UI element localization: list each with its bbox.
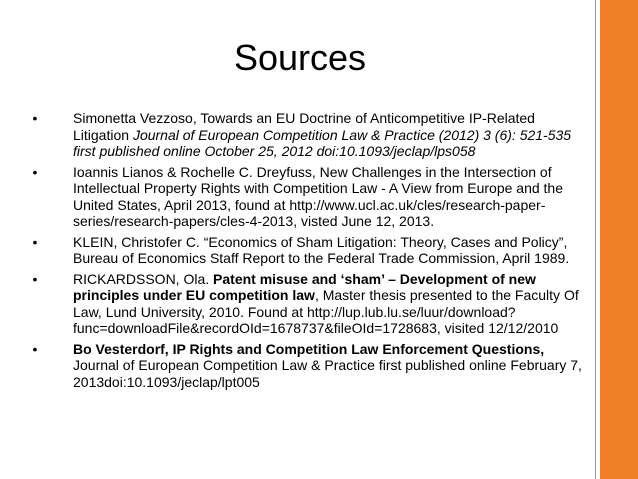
- source-item-vezzoso: [28, 110, 588, 160]
- source-text: KLEIN, Christofer C. “Economics of Sham Litigation: Theory, Cases and Policy”, Bureau of Economics Staff Report to the Federal Trade Commission, April 1989.: [73, 233, 570, 266]
- bullet-icon: •: [32, 340, 38, 357]
- source-title: Patent misuse and ‘sham’ – Development of new principles under EU competition law: [73, 270, 536, 303]
- source-author: RICKARDSSON, Ola.: [73, 270, 214, 287]
- sources-list: [28, 110, 588, 394]
- source-title: Bo Vesterdorf, IP Rights and Competition Law Enforcement Questions,: [73, 340, 545, 357]
- source-item-lianos: [28, 164, 588, 230]
- source-item-klein: [28, 234, 588, 267]
- source-item-vesterdorf: [28, 341, 588, 391]
- source-item-rickardsson: [28, 271, 588, 337]
- source-text: Simonetta Vezzoso, Towards an EU Doctrine of Anticompetitive IP-Related Litigation: [73, 110, 535, 143]
- accent-bar: [600, 0, 638, 479]
- bullet-icon: •: [32, 163, 38, 180]
- source-text: Journal of European Competition Law & Practice first published online February 7, 2013doi:10.1093/jeclap/lpt005: [73, 357, 582, 390]
- source-text: Ioannis Lianos & Rochelle C. Dreyfuss, New Challenges in the Intersection of Intellectual Property Rights with Competition Law - A View from Europe and the United States, April 2013, found at http://www.ucl.ac.uk/cles/research-paper-series/research-papers/cles-4-2013, visted June 12, 2013.: [73, 163, 563, 229]
- slide-title: Sources: [233, 37, 367, 78]
- source-journal: Journal of European Competition Law & Practice (2012) 3 (6): 521-535 first published online October 25, 2012 doi:10.1093/jeclap/lps058: [73, 126, 572, 159]
- bullet-icon: •: [32, 110, 38, 126]
- bullet-icon: •: [32, 233, 38, 250]
- bullet-icon: •: [32, 270, 38, 287]
- source-text: , Master thesis presented to the Faculty Of Law, Lund University, 2010. Found at http://lup.lub.lu.se/luur/download?func=downloadFile&recordOId=1678737&fileOId=1728683, visited 12/12/2010: [73, 287, 579, 336]
